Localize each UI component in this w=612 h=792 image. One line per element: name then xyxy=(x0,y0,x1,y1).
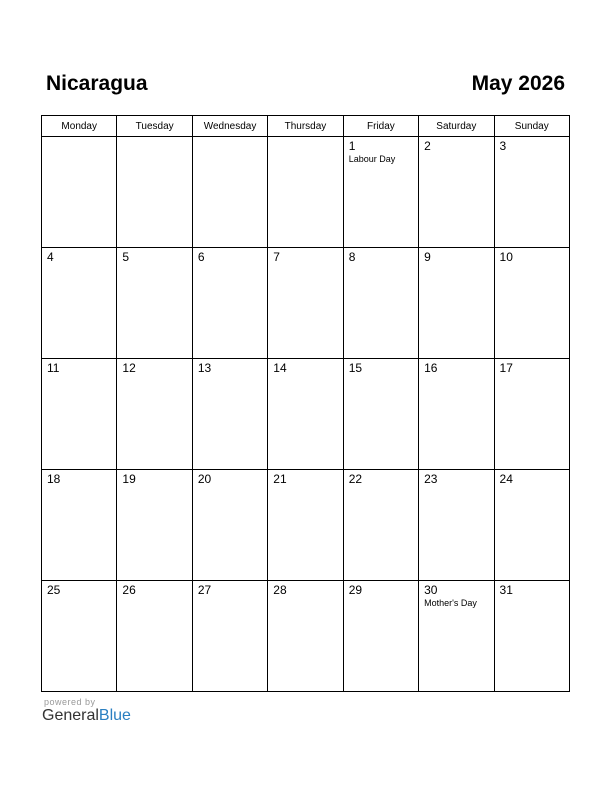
day-number xyxy=(268,137,342,140)
day-cell xyxy=(117,137,192,248)
brand-general-text: General xyxy=(42,707,99,724)
day-number xyxy=(193,137,267,140)
day-number: 12 xyxy=(122,361,136,375)
country-title: Nicaragua xyxy=(46,72,148,95)
week-row xyxy=(42,248,570,359)
day-cell xyxy=(419,581,494,692)
day-cell xyxy=(343,137,418,248)
day-cell xyxy=(343,470,418,581)
day-cell xyxy=(42,248,117,359)
day-number: 26 xyxy=(122,583,136,597)
day-cell xyxy=(117,248,192,359)
day-cell xyxy=(494,581,569,692)
week-row xyxy=(42,359,570,470)
weekday-header: Friday xyxy=(343,116,418,137)
day-cell xyxy=(419,470,494,581)
day-number: 18 xyxy=(47,472,61,486)
day-number: 25 xyxy=(47,583,61,597)
day-cell xyxy=(117,359,192,470)
weekday-header-row xyxy=(42,116,570,137)
week-row xyxy=(42,470,570,581)
day-cell xyxy=(494,248,569,359)
day-number: 2 xyxy=(424,139,431,153)
weekday-header: Thursday xyxy=(268,116,343,137)
day-number: 4 xyxy=(47,250,54,264)
weekday-header: Monday xyxy=(42,116,117,137)
weekday-header: Saturday xyxy=(419,116,494,137)
day-number: 17 xyxy=(499,361,513,375)
day-number: 20 xyxy=(197,472,212,486)
day-number: 9 xyxy=(424,250,431,264)
day-cell xyxy=(117,470,192,581)
day-cell xyxy=(343,248,418,359)
holiday-label: Mother's Day xyxy=(424,598,477,608)
calendar-grid xyxy=(41,115,570,692)
day-cell xyxy=(42,581,117,692)
day-number xyxy=(42,137,116,140)
day-cell xyxy=(494,137,569,248)
weekday-header: Sunday xyxy=(494,116,569,137)
day-number: 24 xyxy=(499,472,513,486)
day-cell xyxy=(268,137,343,248)
day-cell xyxy=(343,581,418,692)
day-number: 8 xyxy=(348,250,356,264)
day-cell xyxy=(42,470,117,581)
week-row xyxy=(42,581,570,692)
week-row xyxy=(42,137,570,248)
day-cell xyxy=(419,137,494,248)
day-cell xyxy=(192,581,267,692)
day-cell xyxy=(494,470,569,581)
weekday-header: Tuesday xyxy=(117,116,192,137)
day-number: 6 xyxy=(197,250,205,264)
day-cell xyxy=(419,248,494,359)
day-cell xyxy=(419,359,494,470)
day-number: 19 xyxy=(122,472,136,486)
day-cell xyxy=(192,359,267,470)
day-number: 30 xyxy=(424,583,438,597)
day-number: 11 xyxy=(47,361,60,375)
month-year-title: May 2026 xyxy=(471,72,565,95)
day-number: 7 xyxy=(273,250,280,264)
day-cell xyxy=(192,248,267,359)
brand-blue-text: Blue xyxy=(98,707,131,724)
day-cell xyxy=(268,359,343,470)
day-number: 29 xyxy=(348,583,363,597)
day-cell xyxy=(268,248,343,359)
day-cell xyxy=(268,470,343,581)
day-cell xyxy=(343,359,418,470)
day-cell xyxy=(192,137,267,248)
day-cell xyxy=(268,581,343,692)
day-number: 13 xyxy=(197,361,212,375)
day-cell xyxy=(117,581,192,692)
holiday-label: Labour Day xyxy=(348,154,396,164)
day-number: 28 xyxy=(273,583,287,597)
day-number: 21 xyxy=(273,472,287,486)
day-number xyxy=(117,137,191,140)
day-cell xyxy=(42,137,117,248)
weekday-header: Wednesday xyxy=(192,116,267,137)
day-number: 22 xyxy=(348,472,363,486)
day-number: 23 xyxy=(424,472,438,486)
day-number: 5 xyxy=(122,250,130,264)
day-number: 16 xyxy=(424,361,438,375)
generalblue-logo xyxy=(42,707,131,725)
day-number: 1 xyxy=(348,139,356,153)
day-number: 3 xyxy=(499,139,507,153)
day-number: 14 xyxy=(273,361,287,375)
day-cell xyxy=(494,359,569,470)
powered-by-label: powered by xyxy=(44,697,96,707)
day-cell xyxy=(42,359,117,470)
day-cell xyxy=(192,470,267,581)
day-number: 10 xyxy=(499,250,513,264)
day-number: 15 xyxy=(348,361,363,375)
day-number: 27 xyxy=(197,583,212,597)
day-number: 31 xyxy=(499,583,513,597)
